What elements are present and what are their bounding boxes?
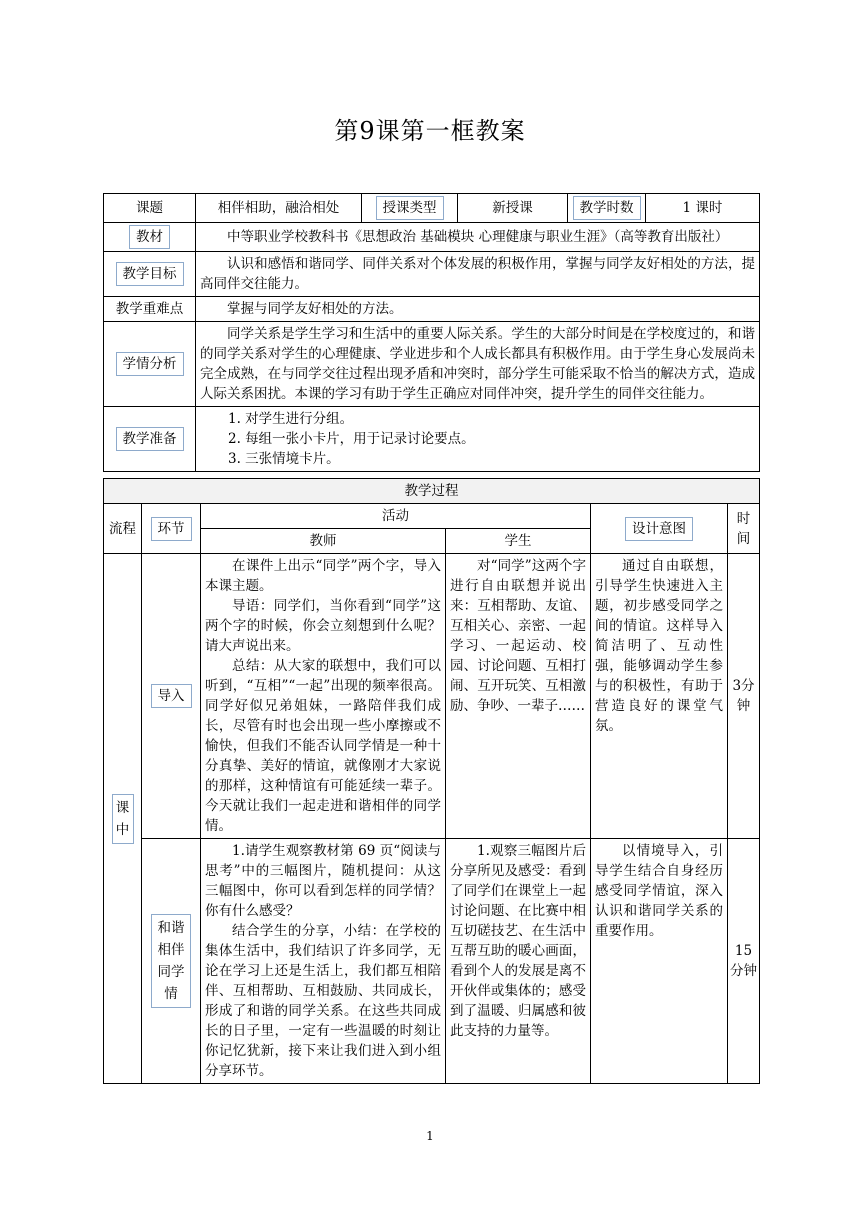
intent-cell [591,839,728,1084]
col-activity: 活动 [201,504,591,529]
key-value: 掌握与同学友好相处的方法。 [196,297,760,322]
hours-label-text: 教学时数 [573,196,641,220]
type-label-text: 授课类型 [376,196,444,220]
type-label [362,194,458,223]
prep-item: 3. 三张情境卡片。 [228,451,340,467]
teacher-paragraph: 总结：从大家的联想中，我们可以听到，“互相”“一起”出现的频率很高。同学好似兄弟姐妹，一路陪伴我们成长，尽管有时也会出现一些小摩擦或不愉快，但我们不能否认同学情是一种十分真挚、美好的情谊，就像刚才大家说的那样，这种情谊有可能延续一辈子。今天就让我们一起走进和谐相伴的同学情。 [205,658,441,834]
analysis-label-text: 学情分析 [116,352,184,376]
teacher-cell [201,839,446,1084]
teacher-cell [201,554,446,839]
textbook-label [104,223,196,252]
textbook-row [104,223,760,252]
col-intent-text: 设计意图 [625,517,693,541]
time-cell: 15分钟 [728,839,760,1084]
student-cell [446,839,591,1084]
goal-row [104,252,760,297]
col-student: 学生 [446,529,591,554]
phase-cell [104,554,142,1084]
analysis-row [104,322,760,407]
student-paragraph: 1.观察三幅图片后分享所见及感受：看到了同学们在课堂上一起讨论问题、在比赛中相互切磋技艺、在生活中互帮互助的暖心画面，看到个人的发展是离不开伙伴或集体的；感受到了温暖、归属感和彼此支持的力量等。 [450,843,586,1039]
time-cell: 3分钟 [728,554,760,839]
col-stage-text: 环节 [151,517,192,541]
type-value: 新授课 [458,194,568,223]
page-title: 第9课第一框教案 [334,117,526,145]
analysis-label [104,322,196,407]
student-cell [446,554,591,839]
intent-paragraph: 以情境导入，引导学生结合自身经历感受同学情谊，深入认识和谐同学关系的重要作用。 [595,843,723,939]
info-table [103,193,760,472]
teacher-paragraph: 导语：同学们，当你看到“同学”这两个字的时候，你会立刻想到什么呢？请大声说出来。 [205,598,441,654]
prep-list [196,407,760,472]
stage-cell [142,839,201,1084]
page-number: 1 [426,1129,434,1143]
prep-label-text: 教学准备 [116,427,184,451]
intent-paragraph: 通过自由联想，引导学生快速进入主题，初步感受同学之间的情谊。这样导入简洁明了、互动性强，能够调动学生参与的积极性，有助于营造良好的课堂气氛。 [595,558,723,734]
key-label: 教学重难点 [104,297,196,322]
teacher-paragraph: 结合学生的分享，小结：在学校的集体生活中，我们结识了许多同学，无论在学习上还是生活上，我们都互相陪伴、互相帮助、互相鼓励、共同成长，形成了和谐的同学关系。在这些共同成长的日子里，一定有一些温暖的时刻让你记忆犹新，接下来让我们进入到小组分享环节。 [205,923,441,1079]
hours-label [568,194,646,223]
hours-value: 1 课时 [646,194,760,223]
topic-label: 课题 [104,194,196,223]
teacher-paragraph: 1.请学生观察教材第 69 页“阅读与思考”中的三幅图片，随机提问：从这三幅图中，你可以看到怎样的同学情？你有什么感受？ [205,843,441,919]
textbook-value: 中等职业学校教科书《思想政治 基础模块 心理健康与职业生涯》（高等教育出版社） [196,223,760,252]
prep-item: 1. 对学生进行分组。 [228,411,354,427]
topic-row [104,194,760,223]
stage-cell [142,554,201,839]
col-time: 时间 [728,504,760,554]
key-row [104,297,760,322]
prep-item: 2. 每组一张小卡片，用于记录讨论要点。 [228,431,475,447]
analysis-value: 同学关系是学生学习和生活中的重要人际关系。学生的大部分时间是在学校度过的，和谐的同学关系对学生的心理健康、学业进步和个人成长都具有积极作用。由于学生身心发展尚未完全成熟，在与同学交往过程出现矛盾和冲突时，部分学生可能采取不恰当的解决方式，造成人际关系困扰。本课的学习有助于学生正确应对同伴冲突，提升学生的同伴交往能力。 [196,322,760,407]
intent-cell [591,554,728,839]
goal-label [104,252,196,297]
process-row-intro [104,554,760,839]
goal-value: 认识和感悟和谐同学、同伴关系对个体发展的积极作用，掌握与同学友好相处的方法，提高同伴交往能力。 [196,252,760,297]
textbook-label-text: 教材 [129,225,170,249]
topic-value: 相伴相助，融洽相处 [196,194,362,223]
process-header: 教学过程 [104,479,760,504]
stage-label: 和谐相伴同学情 [151,914,191,1008]
stage-label: 导入 [151,684,192,708]
phase-label: 课中 [112,794,134,844]
process-table [103,478,760,1084]
col-flow: 流程 [104,504,142,554]
goal-label-text: 教学目标 [116,262,184,286]
prep-label [104,407,196,472]
student-paragraph: 对“同学”这两个字进行自由联想并说出来：互相帮助、友谊、互相关心、亲密、一起学习、一起运动、校园、讨论问题、互相打闹、互开玩笑、互相激励、争吵、一辈子…… [450,558,586,714]
col-intent [591,504,728,554]
col-stage [142,504,201,554]
process-row-harmony [104,839,760,1084]
prep-row [104,407,760,472]
teacher-paragraph: 在课件上出示“同学”两个字，导入本课主题。 [205,558,441,594]
col-teacher: 教师 [201,529,446,554]
